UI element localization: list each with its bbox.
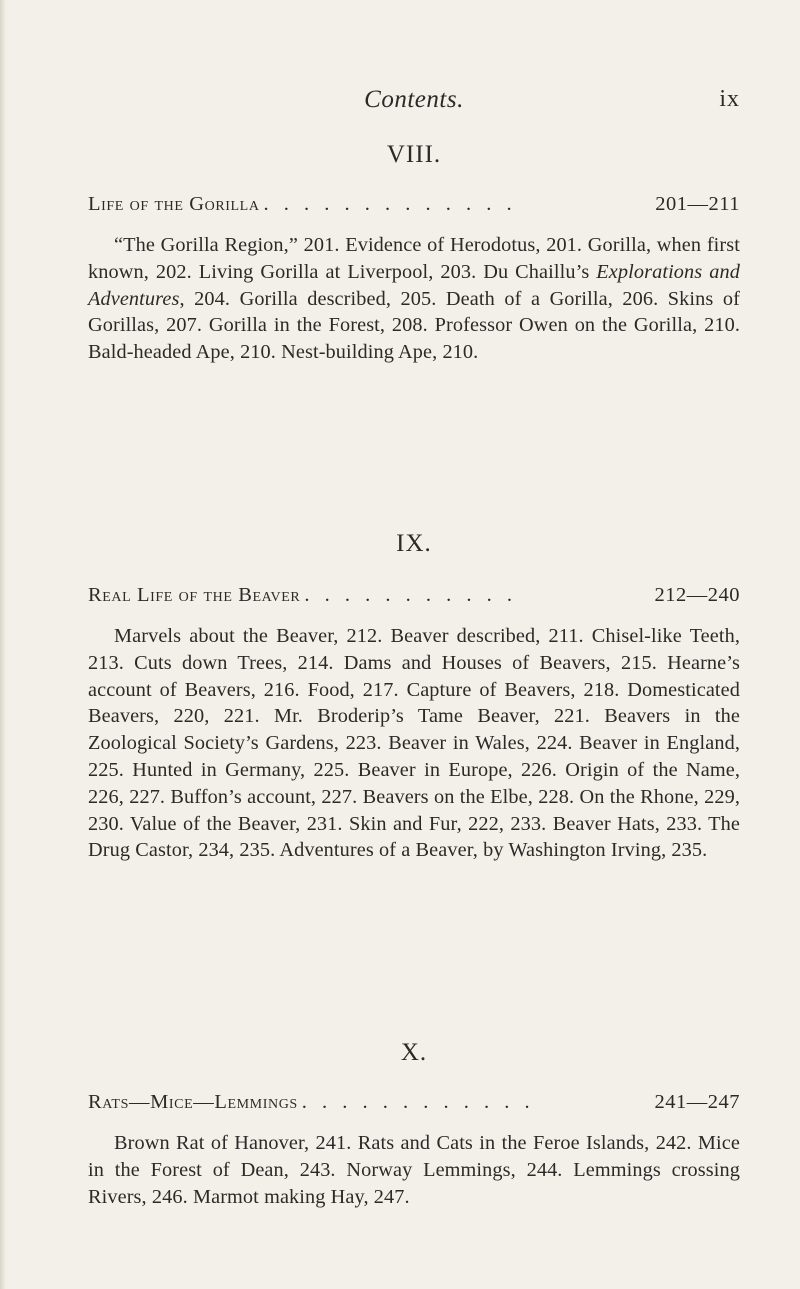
dot-leaders: . . . . . . . . . . .	[304, 584, 517, 606]
chapter-title: Real Life of the Beaver	[88, 584, 301, 606]
chapter-summary: “The Gorilla Region,” 201. Evidence of Herodotus, 201. Gorilla, when first known, 202. Living Gorilla at Liverpool, 203. Du Chaillu’s Explorations and Adventures, 204. Gorilla described, 205. Death of a Gorilla, 206. Skins of Gorillas, 207. Gorilla in the Forest, 208. Professor Owen on the Gorilla, 210. Bald-headed Ape, 210. Nest-building Ape, 210.	[88, 234, 740, 364]
chapter-summary: Marvels about the Beaver, 212. Beaver described, 211. Chisel-like Teeth, 213. Cuts down Trees, 214. Dams and Houses of Beavers, 215. Hearne’s account of Beavers, 216. Food, 217. Capture of Beavers, 218. Domesticated Beavers, 220, 221. Mr. Broderip’s Tame Beaver, 221. Beavers in the Zoological Society’s Gardens, 223. Beaver in Wales, 224. Beaver in England, 225. Hunted in Germany, 225. Beaver in Europe, 226. Origin of the Name, 226, 227. Buffon’s account, 227. Beavers on the Elbe, 228. On the Rhone, 229, 230. Value of the Beaver, 231. Skin and Fur, 222, 233. Beaver Hats, 233. The Drug Castor, 234, 235. Adventures of a Beaver, by Washington Irving, 235.	[88, 625, 740, 862]
chapter-heading	[88, 581, 740, 609]
page-range: 201—211	[655, 193, 740, 215]
running-head	[88, 86, 740, 116]
page-range: 212—240	[654, 584, 740, 606]
page-range: 241—247	[654, 1091, 740, 1113]
chapter-numeral: X.	[400, 1039, 428, 1066]
chapter-numeral: IX.	[396, 530, 432, 557]
dot-leaders: . . . . . . . . . . . .	[301, 1091, 535, 1113]
running-head-title: Contents.	[364, 86, 464, 113]
page-number: ix	[719, 86, 740, 112]
chapter-numeral: VIII.	[386, 141, 442, 168]
chapter-summary: Brown Rat of Hanover, 241. Rats and Cats in the Feroe Islands, 242. Mice in the Forest of Dean, 243. Norway Lemmings, 244. Lemmings crossing Rivers, 246. Marmot making Hay, 247.	[88, 1132, 740, 1208]
chapter-heading	[88, 1088, 740, 1116]
chapter-entry-viii	[88, 136, 740, 386]
dot-leaders: . . . . . . . . . . . . .	[263, 193, 517, 215]
book-title-italic: Explorations and Adventures	[88, 260, 740, 310]
chapter-heading	[88, 190, 740, 218]
chapter-title: Life of the Gorilla	[88, 193, 260, 215]
page-edge-shadow	[0, 0, 6, 1289]
chapter-entry-ix	[88, 525, 740, 884]
chapter-entry-x	[88, 1034, 740, 1231]
chapter-title: Rats—Mice—Lemmings	[88, 1091, 298, 1113]
